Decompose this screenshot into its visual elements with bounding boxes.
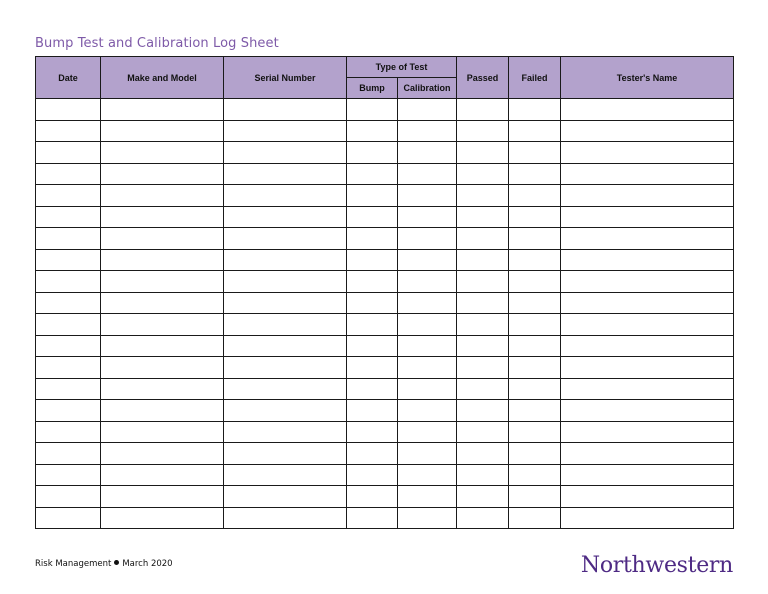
cell-tester-name[interactable] [561,185,734,207]
cell-failed[interactable] [509,357,561,379]
cell-make-model[interactable] [101,507,224,529]
header-date: Date [36,57,101,99]
cell-calibration[interactable] [398,142,457,164]
cell-date[interactable] [36,421,101,443]
cell-passed[interactable] [457,400,509,422]
cell-make-model[interactable] [101,185,224,207]
cell-date[interactable] [36,314,101,336]
table-row [36,464,734,486]
table-row [36,335,734,357]
cell-passed[interactable] [457,335,509,357]
cell-serial-number[interactable] [224,292,347,314]
cell-failed[interactable] [509,421,561,443]
table-row [36,228,734,250]
footer-department: Risk Management [35,559,112,569]
cell-make-model[interactable] [101,378,224,400]
cell-failed[interactable] [509,335,561,357]
footer-date: March 2020 [122,559,173,569]
cell-date[interactable] [36,249,101,271]
cell-tester-name[interactable] [561,507,734,529]
table-row [36,99,734,121]
cell-calibration[interactable] [398,335,457,357]
cell-passed[interactable] [457,443,509,465]
cell-date[interactable] [36,357,101,379]
cell-date[interactable] [36,99,101,121]
cell-bump[interactable] [347,142,398,164]
cell-failed[interactable] [509,486,561,508]
cell-make-model[interactable] [101,271,224,293]
cell-tester-name[interactable] [561,421,734,443]
log-table [35,56,734,529]
table-row [36,400,734,422]
cell-passed[interactable] [457,292,509,314]
cell-serial-number[interactable] [224,249,347,271]
header-serial-number: Serial Number [224,57,347,99]
cell-failed[interactable] [509,185,561,207]
cell-passed[interactable] [457,163,509,185]
cell-make-model[interactable] [101,486,224,508]
cell-failed[interactable] [509,99,561,121]
cell-calibration[interactable] [398,249,457,271]
cell-date[interactable] [36,335,101,357]
cell-make-model[interactable] [101,421,224,443]
cell-tester-name[interactable] [561,228,734,250]
cell-date[interactable] [36,378,101,400]
cell-date[interactable] [36,206,101,228]
cell-failed[interactable] [509,292,561,314]
cell-tester-name[interactable] [561,99,734,121]
cell-tester-name[interactable] [561,163,734,185]
cell-tester-name[interactable] [561,378,734,400]
cell-passed[interactable] [457,206,509,228]
cell-date[interactable] [36,185,101,207]
cell-tester-name[interactable] [561,292,734,314]
cell-serial-number[interactable] [224,400,347,422]
cell-calibration[interactable] [398,314,457,336]
brand-logo-text: Northwestern [580,553,733,578]
cell-passed[interactable] [457,507,509,529]
cell-passed[interactable] [457,120,509,142]
cell-calibration[interactable] [398,486,457,508]
cell-make-model[interactable] [101,228,224,250]
cell-calibration[interactable] [398,507,457,529]
cell-serial-number[interactable] [224,464,347,486]
table-row [36,314,734,336]
cell-tester-name[interactable] [561,443,734,465]
cell-failed[interactable] [509,163,561,185]
cell-make-model[interactable] [101,120,224,142]
cell-failed[interactable] [509,228,561,250]
cell-passed[interactable] [457,464,509,486]
header-passed: Passed [457,57,509,99]
cell-calibration[interactable] [398,99,457,121]
cell-serial-number[interactable] [224,99,347,121]
cell-tester-name[interactable] [561,486,734,508]
cell-failed[interactable] [509,443,561,465]
cell-bump[interactable] [347,228,398,250]
cell-calibration[interactable] [398,292,457,314]
cell-date[interactable] [36,443,101,465]
cell-bump[interactable] [347,99,398,121]
cell-calibration[interactable] [398,400,457,422]
cell-tester-name[interactable] [561,120,734,142]
table-row [36,486,734,508]
table-row [36,249,734,271]
cell-calibration[interactable] [398,464,457,486]
cell-serial-number[interactable] [224,120,347,142]
table-row [36,292,734,314]
table-row [36,357,734,379]
cell-serial-number[interactable] [224,421,347,443]
cell-serial-number[interactable] [224,163,347,185]
header-bump: Bump [347,78,398,99]
cell-serial-number[interactable] [224,486,347,508]
cell-serial-number[interactable] [224,443,347,465]
bullet-icon [114,560,119,565]
cell-failed[interactable] [509,142,561,164]
cell-tester-name[interactable] [561,142,734,164]
cell-failed[interactable] [509,249,561,271]
cell-make-model[interactable] [101,249,224,271]
table-row [36,443,734,465]
cell-bump[interactable] [347,335,398,357]
cell-calibration[interactable] [398,357,457,379]
cell-make-model[interactable] [101,99,224,121]
log-table-body [36,99,734,529]
cell-bump[interactable] [347,185,398,207]
cell-calibration[interactable] [398,163,457,185]
cell-tester-name[interactable] [561,357,734,379]
cell-bump[interactable] [347,271,398,293]
cell-failed[interactable] [509,400,561,422]
cell-bump[interactable] [347,292,398,314]
cell-calibration[interactable] [398,185,457,207]
cell-bump[interactable] [347,163,398,185]
cell-failed[interactable] [509,464,561,486]
cell-make-model[interactable] [101,335,224,357]
cell-make-model[interactable] [101,292,224,314]
cell-serial-number[interactable] [224,507,347,529]
cell-passed[interactable] [457,271,509,293]
cell-tester-name[interactable] [561,271,734,293]
cell-passed[interactable] [457,185,509,207]
cell-date[interactable] [36,228,101,250]
cell-bump[interactable] [347,464,398,486]
footer-info [35,559,173,569]
table-row [36,507,734,529]
cell-passed[interactable] [457,314,509,336]
table-row [36,421,734,443]
cell-date[interactable] [36,464,101,486]
cell-calibration[interactable] [398,206,457,228]
cell-bump[interactable] [347,507,398,529]
cell-passed[interactable] [457,249,509,271]
cell-serial-number[interactable] [224,206,347,228]
cell-failed[interactable] [509,314,561,336]
cell-passed[interactable] [457,357,509,379]
cell-passed[interactable] [457,228,509,250]
table-row [36,206,734,228]
header-type-of-test: Type of Test [347,57,457,78]
cell-calibration[interactable] [398,120,457,142]
cell-calibration[interactable] [398,443,457,465]
cell-date[interactable] [36,292,101,314]
cell-bump[interactable] [347,486,398,508]
header-calibration: Calibration [398,78,457,99]
cell-tester-name[interactable] [561,400,734,422]
cell-calibration[interactable] [398,421,457,443]
cell-passed[interactable] [457,421,509,443]
cell-bump[interactable] [347,421,398,443]
cell-make-model[interactable] [101,357,224,379]
cell-make-model[interactable] [101,443,224,465]
cell-date[interactable] [36,486,101,508]
cell-serial-number[interactable] [224,142,347,164]
cell-passed[interactable] [457,142,509,164]
cell-passed[interactable] [457,99,509,121]
table-row [36,142,734,164]
cell-bump[interactable] [347,249,398,271]
cell-failed[interactable] [509,120,561,142]
cell-bump[interactable] [347,120,398,142]
header-failed: Failed [509,57,561,99]
cell-tester-name[interactable] [561,249,734,271]
cell-calibration[interactable] [398,271,457,293]
cell-make-model[interactable] [101,163,224,185]
cell-make-model[interactable] [101,400,224,422]
cell-bump[interactable] [347,314,398,336]
cell-make-model[interactable] [101,464,224,486]
cell-bump[interactable] [347,357,398,379]
cell-failed[interactable] [509,507,561,529]
cell-date[interactable] [36,163,101,185]
cell-failed[interactable] [509,378,561,400]
table-row [36,185,734,207]
cell-serial-number[interactable] [224,271,347,293]
cell-passed[interactable] [457,378,509,400]
table-row [36,271,734,293]
cell-calibration[interactable] [398,228,457,250]
cell-date[interactable] [36,142,101,164]
cell-calibration[interactable] [398,378,457,400]
cell-serial-number[interactable] [224,185,347,207]
table-row [36,120,734,142]
cell-bump[interactable] [347,378,398,400]
cell-serial-number[interactable] [224,357,347,379]
cell-tester-name[interactable] [561,464,734,486]
cell-bump[interactable] [347,400,398,422]
cell-serial-number[interactable] [224,378,347,400]
header-make-model: Make and Model [101,57,224,99]
cell-make-model[interactable] [101,314,224,336]
cell-tester-name[interactable] [561,314,734,336]
cell-serial-number[interactable] [224,228,347,250]
page-title: Bump Test and Calibration Log Sheet [35,36,279,51]
cell-tester-name[interactable] [561,335,734,357]
cell-make-model[interactable] [101,206,224,228]
cell-date[interactable] [36,507,101,529]
cell-serial-number[interactable] [224,314,347,336]
cell-make-model[interactable] [101,142,224,164]
cell-bump[interactable] [347,206,398,228]
header-tester-name: Tester's Name [561,57,734,99]
cell-bump[interactable] [347,443,398,465]
cell-passed[interactable] [457,486,509,508]
cell-date[interactable] [36,271,101,293]
cell-date[interactable] [36,120,101,142]
cell-tester-name[interactable] [561,206,734,228]
table-row [36,378,734,400]
cell-date[interactable] [36,400,101,422]
cell-failed[interactable] [509,271,561,293]
table-row [36,163,734,185]
cell-serial-number[interactable] [224,335,347,357]
cell-failed[interactable] [509,206,561,228]
